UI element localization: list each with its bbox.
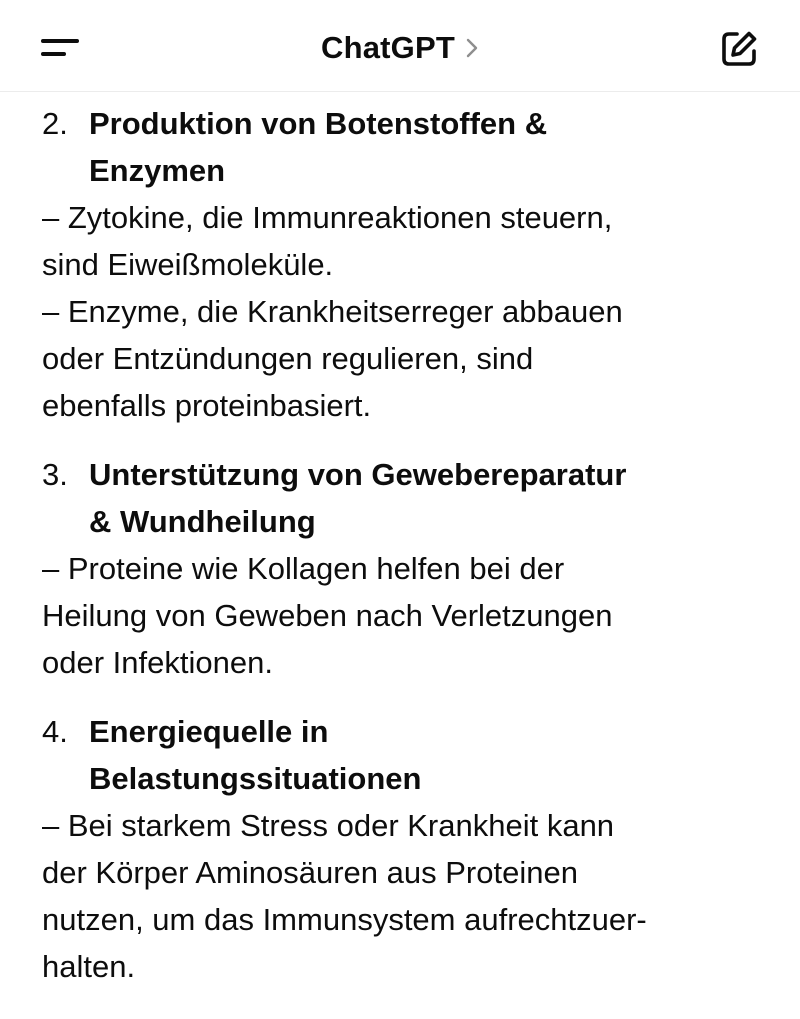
heading-line: Enzymen bbox=[89, 153, 226, 188]
chat-message bbox=[42, 100, 762, 1012]
new-chat-button[interactable] bbox=[712, 22, 768, 74]
heading-line: Unterstützung von Gewebereparatur bbox=[89, 457, 627, 492]
body-line: der Körper Aminosäuren aus Proteinen bbox=[42, 855, 578, 890]
list-number: 3. bbox=[42, 457, 68, 492]
list-number: 2. bbox=[42, 106, 68, 141]
body-line: – Enzyme, die Krankheitserreger abbauen bbox=[42, 294, 623, 329]
body-line: ebenfalls proteinbasiert. bbox=[42, 388, 372, 423]
body-line: Heilung von Geweben nach Verletzungen bbox=[42, 598, 613, 633]
list-item-heading bbox=[42, 451, 762, 545]
chevron-right-icon bbox=[465, 37, 479, 59]
body-line: oder Infektionen. bbox=[42, 645, 273, 680]
list-item bbox=[42, 708, 762, 990]
heading-line: Energiequelle in bbox=[89, 714, 329, 749]
list-item-heading bbox=[42, 708, 762, 802]
body-line: – Zytokine, die Immunreaktionen steuern, bbox=[42, 200, 613, 235]
body-line: halten. bbox=[42, 949, 136, 984]
top-bar bbox=[0, 0, 800, 92]
model-selector[interactable] bbox=[0, 26, 800, 70]
app-title: ChatGPT bbox=[320, 30, 455, 65]
body-line: nutzen, um das Immunsystem aufrechtzuer- bbox=[42, 902, 647, 937]
body-line: – Bei starkem Stress oder Krankheit kann bbox=[42, 808, 615, 843]
heading-line: & Wundheilung bbox=[89, 504, 316, 539]
body-line: oder Entzündungen regulieren, sind bbox=[42, 341, 534, 376]
list-item bbox=[42, 100, 762, 429]
compose-icon bbox=[718, 28, 760, 70]
list-item-heading bbox=[42, 100, 762, 194]
list-item bbox=[42, 451, 762, 686]
heading-line: Produktion von Botenstoffen & bbox=[89, 106, 548, 141]
heading-line: Belastungssituationen bbox=[89, 761, 422, 796]
list-number: 4. bbox=[42, 714, 68, 749]
body-line: sind Eiweißmoleküle. bbox=[42, 247, 334, 282]
body-line: – Proteine wie Kollagen helfen bei der bbox=[42, 551, 565, 586]
